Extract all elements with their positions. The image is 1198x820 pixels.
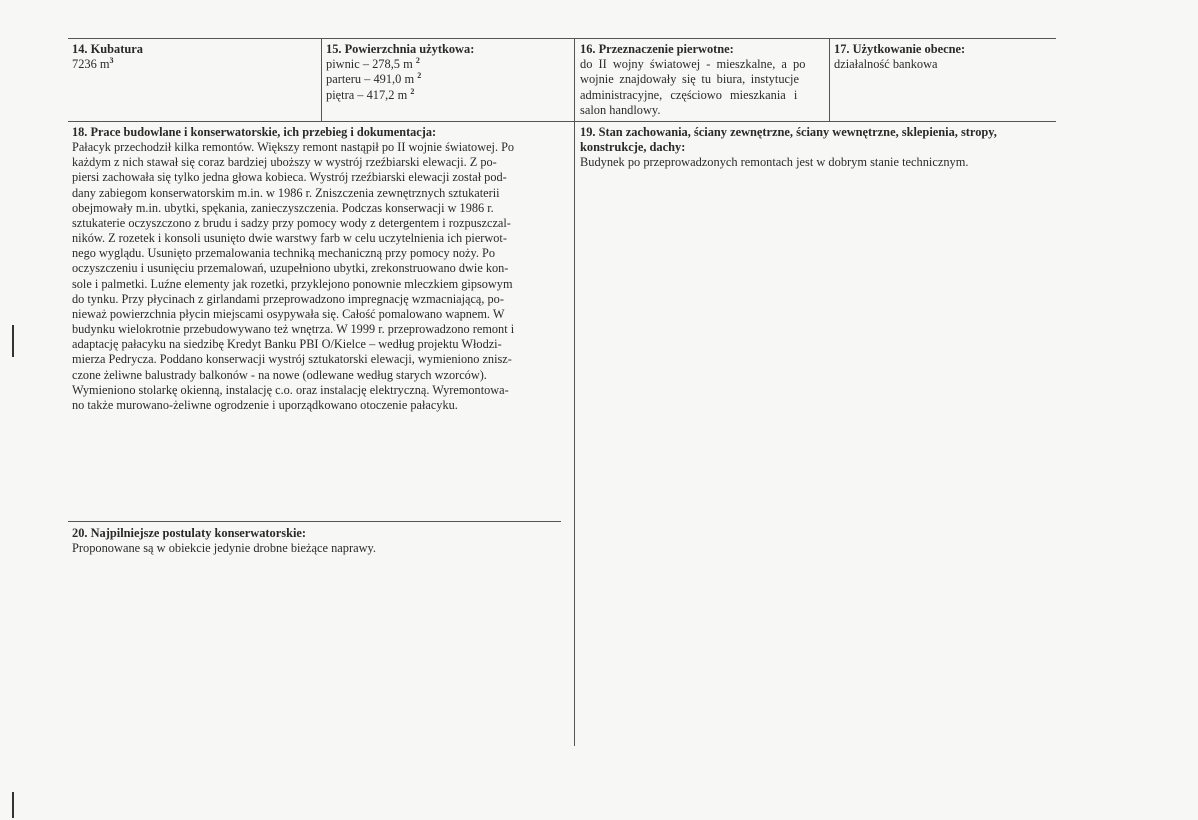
cell-18-line: no także murowano-żeliwne ogrodzenie i uporządkowano otoczenie pałacyku. [72, 397, 458, 412]
cell-15-row-sup: 2 [417, 71, 422, 81]
cell-16-line: salon handlowy. [580, 102, 661, 117]
cell-18-body [72, 140, 570, 413]
cell-17-heading: 17. Użytkowanie obecne: [834, 42, 966, 56]
column-divider-2 [574, 38, 575, 746]
cell-16-line: do II wojny światowej - mieszkalne, a po [580, 57, 806, 72]
cell-18-line: do tynku. Przy płycinach z girlandami przeprowadzono impregnację wzmacniającą, po- [72, 291, 504, 306]
scan-artifact-left-edge [12, 325, 14, 357]
cell-18-line: sztukaterie oczyszczono z brudu i sadzy przy pomocy wody z detergentem i rozpuszczal- [72, 215, 511, 230]
cell-18-line: mierza Pedrycza. Poddano konserwacji wystrój sztukatorski elewacji, wymieniono znisz- [72, 352, 512, 367]
cell-18-line: czone żeliwne balustrady balkonów - na nowe (odlewane według starych wzorców). [72, 367, 487, 382]
scan-artifact-bottom-edge [12, 792, 14, 818]
cell-18-line: każdym z nich stawał się coraz bardziej uboższy w wystrój rzeźbiarski elewacji. Z po- [72, 155, 497, 170]
cell-14-heading: 14. Kubatura [72, 42, 143, 56]
cell-18-line: ników. Z rozetek i konsoli usunięto dwie warstwy farb w celu uczytelnienia ich pierwot- [72, 231, 507, 246]
cell-20-heading: 20. Najpilniejsze postulaty konserwatorskie: [72, 526, 307, 540]
cell-18-line: Pałacyk przechodził kilka remontów. Większy remont nastąpił po II wojnie światowej. Po [72, 140, 515, 155]
cell-18-line: dany zabiegom konserwatorskim m.in. w 1986 r. Zniszczenia zewnętrznych sztukaterii [72, 185, 500, 200]
cell-18-line: oczyszczeniu i usunięciu przemalowań, uzupełniono ubytki, zrekonstruowano dwie kon- [72, 261, 509, 276]
cell-15-heading: 15. Powierzchnia użytkowa: [326, 42, 475, 56]
cell-kubatura [72, 42, 317, 72]
cell-19-text: Budynek po przeprowadzonych remontach jest w dobrym stanie technicznym. [580, 155, 969, 170]
cell-uzytkowanie [834, 42, 1054, 72]
cell-14-value-text: 7236 m [72, 57, 110, 72]
cell-powierzchnia [326, 42, 571, 103]
cell-16-line: wojnie znajdowały się tu biura, instytucje [580, 72, 799, 87]
cell-18-heading: 18. Prace budowlane i konserwatorskie, ich przebieg i dokumentacja: [72, 125, 437, 139]
cell-15-row-sup: 2 [410, 86, 415, 96]
cell-15-row [326, 57, 571, 72]
cell-postulaty [72, 526, 562, 556]
cell-16-line: administracyjne, częściowo mieszkania i [580, 87, 798, 102]
cell-15-row-text: parteru – 491,0 m [326, 72, 415, 87]
cell-18-line: sole i palmetki. Luźne elementy jak rozetki, przyklejono ponownie mleczkiem gipsowym [72, 276, 513, 291]
cell-18-line: budynku wielokrotnie przebudowywano też wnętrza. W 1999 r. przeprowadzono remont i [72, 322, 515, 337]
cell-18-line: nieważ powierzchnia płycin miejscami osypywała się. Całość pomalowano wapnem. W [72, 306, 505, 321]
cell-14-value [72, 57, 114, 71]
table-top-rule [68, 38, 1056, 39]
cell-17-text: działalność bankowa [834, 57, 938, 72]
column-divider-1 [321, 38, 322, 121]
cell-18-line: piersi zachowała się tylko jedna głowa kobieca. Wystrój rzeźbiarski elewacji został pod- [72, 170, 507, 185]
cell-15-row-text: piwnic – 278,5 m [326, 57, 413, 72]
cell-15-row-text: piętra – 417,2 m [326, 87, 408, 102]
cell-14-unit-sup: 3 [109, 56, 114, 66]
cell-18-line: Wymieniono stolarkę okienną, instalację c.o. oraz instalację elektryczną. Wyremontowa- [72, 382, 509, 397]
cell-18-line: nego wyglądu. Usunięto przemalowania techniką mechaniczną przy pomocy noży. Po [72, 246, 495, 261]
cell-15-row [326, 88, 571, 103]
cell-19-heading-line: 19. Stan zachowania, ściany zewnętrzne, ściany wewnętrzne, sklepienia, stropy, [580, 125, 997, 139]
cell-20-text: Proponowane są w obiekcie jedynie drobne bieżące naprawy. [72, 541, 377, 556]
cell-18-line: obejmowały m.in. ubytki, spękania, zanieczyszczenia. Podczas konserwacji w 1986 r. [72, 200, 494, 215]
cell-18-line: adaptację pałacyku na siedzibę Kredyt Banku PBI O/Kielce – według projektu Włodzi- [72, 337, 502, 352]
table-middle-rule [68, 121, 1056, 122]
cell-15-row [326, 72, 571, 87]
cell-16-heading: 16. Przeznaczenie pierwotne: [580, 42, 734, 56]
cell-przeznaczenie [580, 42, 826, 118]
column-divider-3 [829, 38, 830, 121]
cell-19-heading-line: konstrukcje, dachy: [580, 140, 686, 155]
cell-stan-zachowania [580, 125, 1055, 171]
cell-15-row-sup: 2 [415, 56, 420, 66]
section-20-rule [68, 521, 561, 522]
cell-prace-budowlane [72, 125, 570, 413]
